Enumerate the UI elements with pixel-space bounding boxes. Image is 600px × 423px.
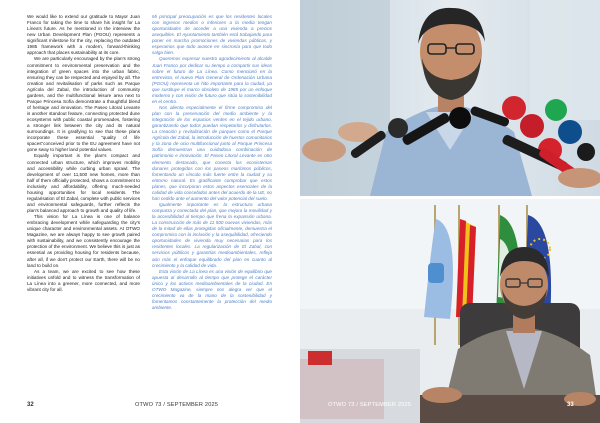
english-paragraph: Equally important is the plan's compact and connected urban structure, which improves mobility and accessibility while curbing urban sprawl. The development of over 11,500 new homes, more than half of them officially protected, shows a commitment to inclusivity and affordability, offering much-needed housing opportunities for local residents. The regularisation of El Zabal, complete with public services and environmental safeguards, further reflects the plan's balanced approach to growth and quality of life. [27,153,140,213]
english-paragraph: As a team, we are excited to see how these initiatives unfold and to witness the transformation of La Línea into a greener, more connected, and more vibrant city for all. [27,268,140,292]
spanish-paragraph: Mi principal preocupación es que los residentes locales con ingresos medios o inferiores a la media tengan oportunidades de acceder a una vivienda a precios asequibles. El Ayuntamiento también está trabajando para poner en marcha promociones de viviendas públicas, y esperamos que todo avance en sincronía para que todo salga bien. [152,14,272,56]
magazine-issue-line: OTWO 73 / SEPTEMBER 2025 [135,402,219,408]
magazine-issue-line: OTWO 73 / SEPTEMBER 2025 [328,402,412,408]
office-portrait-illustration [300,199,600,423]
mayor-press-interview-photo [300,0,600,196]
english-paragraph: We would like to extend our gratitude to Mayor Juan Franco for taking the time to share his insight for La Línea's future. As he mentioned in the interview the new Urban Development Plan (PGOU) represents a significant milestone for the city, replacing the outdated 1985 framework with a modern, forward-thinking approach that places sustainability at its core. [27,14,140,56]
english-article-column [27,14,140,293]
spanish-article-column [152,14,272,311]
right-page [300,0,600,423]
spanish-paragraph: Igualmente importante es la estructura urbana compacta y conectada del plan, que mejora la movilidad y la accesibilidad al tiempo que frena la expansión urbana. La construcción de más de 11 500 nuevas viviendas, más de la mitad de ellas protegidas oficialmente, demuestra el compromiso con la inclusión y la asequibilidad, ofreciendo oportunidades de vivienda muy necesarias para los residentes locales. La regularización de El Zabal, con servicios públicos y garantías medioambientales, refleja aún más el enfoque equilibrado del plan en cuanto al crecimiento y la calidad de vida. [152,201,272,268]
spanish-paragraph: Queremos expresar nuestro agradecimiento al alcalde Juan Franco por dedicar su tiempo a compartir sus ideas sobre el futuro de La Línea. Como mencionó en la entrevista, el nuevo Plan General de Ordenación Urbana (PGOU) representa un hito importante para la ciudad, ya que sustituye el marco obsoleto de 1985 por un enfoque moderno y con visión de futuro que sitúa la sostenibilidad en el centro. [152,56,272,104]
english-paragraph: This vision for La Línea is one of balance embracing development while safeguarding the city's unique character and environmental assets. At OTWO Magazine, we are always happy to see growth paired with sustainability, and we consistently encourage the protection of the environment. We believe this is just as essential as providing housing for residents because, after all, if we don't protect our Earth, there will be no land to build on. [27,214,140,268]
press-interview-illustration [300,0,600,196]
page-number: 33 [567,402,574,408]
spanish-paragraph: Nos alienta especialmente el firme compromiso del plan con la preservación del medio ambiente y la integración de los espacios verdes en el tejido urbano, garantizando que todos puedan respetarlos y disfrutarlos. La creación y revitalización de parques como el Parque Agrícola del Zabal, la introducción de huertos comunitarios y la zona de ocio multifuncional junto al Parque Princesa Sofía demuestran una cuidadosa combinación de patrimonio e innovación. El Paseo Litoral Levante es otro elemento destacado, que conecta los ecosistemas dunares protegidos con los paseos marítimos públicos, fomentando un vínculo más fuerte entre la ciudad y su entorno natural. Es gratificante comprobar que estos planes, que incorporan estos aspectos esenciales de la calidad de vida concebidos antes del acuerdo de la UE, no han cedido ante el aumento del valor potencial del suelo. [152,104,272,201]
spanish-paragraph: Esta visión de La Línea es una visión de equilibrio que apuesta al desarrollo al tiempo que protege el carácter único y los activos medioambientales de la ciudad. En OTWO Magazine, siempre nos alegra ver que el crecimiento va de la mano de la sostenibilidad y fomentamos constantemente la protección del medio ambiente. [152,268,272,310]
page-number: 32 [27,402,34,408]
english-paragraph: We are particularly encouraged by the plan's strong commitment to environmental preservation and the integration of green spaces into the urban fabric, ensuring they can be respected and enjoyed by all. The creation and revitalisation of parks such as Parque Agrícola del Zabal, the introduction of community gardens, and the multifunctional leisure area next to Parque Princesa Sofía demonstrate a thoughtful blend of heritage and innovation. The Paseo Litoral Levante is another standout feature, connecting protected dune ecosystems with public coastal promenades, fostering a stronger link between the city and its natural surroundings. It is gratifying to see that these plans incorporate these essential "quality of life spaces"conceived prior to the EU agreement have not gone sway to higher land potential values. [27,56,140,153]
mayor-at-desk-photo [300,199,600,423]
